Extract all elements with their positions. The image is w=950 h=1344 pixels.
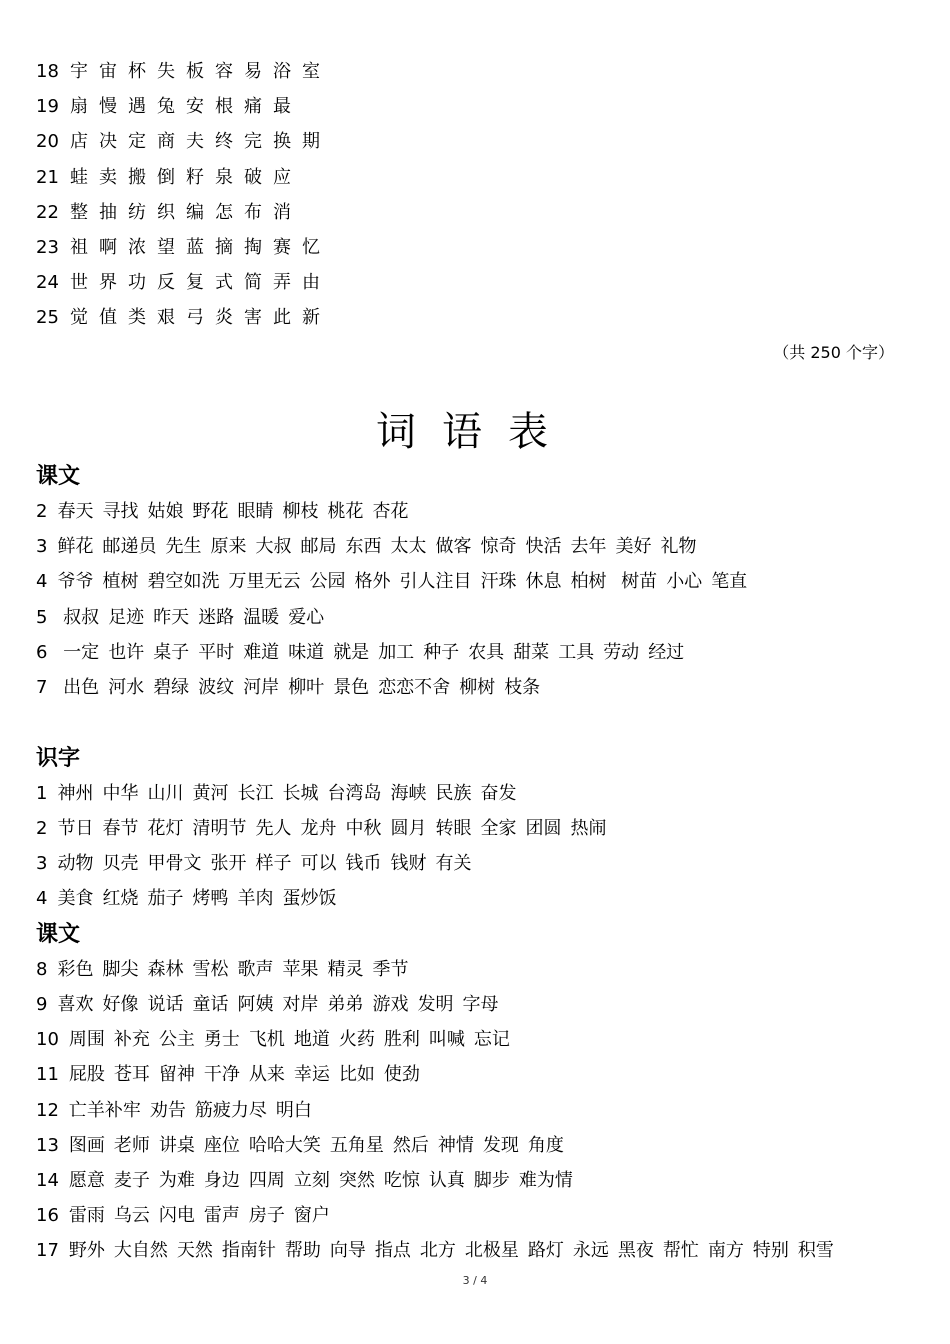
vocab-word: 景色 bbox=[333, 677, 370, 698]
vocab-word: 窗户 bbox=[293, 1205, 330, 1226]
vocab-word: 发明 bbox=[417, 994, 454, 1015]
vocab-word: 味道 bbox=[288, 642, 325, 663]
row-characters: 祖啊浓望蓝摘掏赛忆 bbox=[70, 237, 331, 258]
vocab-word: 茄子 bbox=[147, 888, 184, 909]
char-row bbox=[36, 236, 331, 260]
vocab-word: 难道 bbox=[243, 642, 280, 663]
vocab-word: 森林 bbox=[147, 959, 184, 980]
vocab-word: 海峡 bbox=[390, 783, 427, 804]
vocab-word: 杏花 bbox=[372, 501, 409, 522]
vocab-word: 黄河 bbox=[192, 783, 229, 804]
vocab-word: 指南针 bbox=[221, 1240, 276, 1261]
vocab-word: 苹果 bbox=[282, 959, 319, 980]
vocab-word: 河岸 bbox=[243, 677, 280, 698]
vocab-word: 劝告 bbox=[149, 1100, 186, 1121]
word-row bbox=[36, 1134, 573, 1158]
vocab-word: 钱财 bbox=[390, 853, 427, 874]
vocab-word: 柏树 bbox=[570, 571, 607, 592]
char-row bbox=[36, 306, 331, 330]
character-total-note: （共 250 个字） bbox=[773, 343, 894, 362]
vocab-word: 工具 bbox=[558, 642, 595, 663]
vocab-word: 经过 bbox=[648, 642, 685, 663]
vocab-word: 帮助 bbox=[284, 1240, 321, 1261]
vocab-word: 圆月 bbox=[390, 818, 427, 839]
vocab-word: 雷雨 bbox=[68, 1205, 105, 1226]
vocab-word: 认真 bbox=[428, 1170, 465, 1191]
lesson-number: 5 bbox=[36, 607, 48, 628]
lesson-number: 6 bbox=[36, 642, 48, 663]
vocab-word: 公园 bbox=[309, 571, 346, 592]
vocab-word: 从来 bbox=[248, 1064, 285, 1085]
vocab-word: 柳叶 bbox=[288, 677, 325, 698]
vocab-word: 眼睛 bbox=[237, 501, 274, 522]
vocab-word: 姑娘 bbox=[147, 501, 184, 522]
vocab-word: 身边 bbox=[203, 1170, 240, 1191]
page-title: 词语表 bbox=[376, 409, 574, 455]
vocab-word: 公主 bbox=[158, 1029, 195, 1050]
word-row bbox=[36, 782, 525, 806]
vocab-word: 快活 bbox=[525, 536, 562, 557]
vocab-word: 筋疲力尽 bbox=[194, 1100, 267, 1121]
vocab-word: 加工 bbox=[378, 642, 415, 663]
vocab-word: 神情 bbox=[437, 1135, 474, 1156]
vocab-word: 甲骨文 bbox=[147, 853, 202, 874]
vocab-word: 然后 bbox=[392, 1135, 429, 1156]
vocab-word: 雪松 bbox=[192, 959, 229, 980]
lesson-number: 8 bbox=[36, 959, 48, 980]
vocab-word: 发现 bbox=[482, 1135, 519, 1156]
vocab-word: 老师 bbox=[113, 1135, 150, 1156]
vocab-word: 明白 bbox=[275, 1100, 312, 1121]
vocab-word: 引人注目 bbox=[399, 571, 472, 592]
lesson-number: 7 bbox=[36, 677, 48, 698]
vocab-word: 忘记 bbox=[473, 1029, 510, 1050]
vocab-word: 张开 bbox=[210, 853, 247, 874]
vocab-word: 休息 bbox=[525, 571, 562, 592]
char-row bbox=[36, 271, 331, 295]
char-row bbox=[36, 60, 331, 84]
word-row bbox=[36, 958, 417, 982]
vocab-word: 脚步 bbox=[473, 1170, 510, 1191]
vocab-word: 突然 bbox=[338, 1170, 375, 1191]
vocab-word: 中华 bbox=[102, 783, 139, 804]
vocab-word: 温暖 bbox=[243, 607, 280, 628]
lesson-number: 9 bbox=[36, 994, 48, 1015]
vocab-word: 神州 bbox=[57, 783, 94, 804]
vocab-word: 桌子 bbox=[153, 642, 190, 663]
vocab-word: 爷爷 bbox=[57, 571, 94, 592]
vocab-word: 火药 bbox=[338, 1029, 375, 1050]
vocab-word: 羊肉 bbox=[237, 888, 274, 909]
vocab-word: 一定 bbox=[57, 642, 100, 663]
vocab-word: 种子 bbox=[423, 642, 460, 663]
vocab-word: 补充 bbox=[113, 1029, 150, 1050]
vocab-word: 出色 bbox=[57, 677, 100, 698]
vocab-word: 龙舟 bbox=[300, 818, 337, 839]
vocab-word: 惊奇 bbox=[480, 536, 517, 557]
vocab-word: 讲桌 bbox=[158, 1135, 195, 1156]
vocab-word: 春节 bbox=[102, 818, 139, 839]
vocab-word: 五角星 bbox=[329, 1135, 384, 1156]
char-row bbox=[36, 130, 331, 154]
vocab-word: 样子 bbox=[255, 853, 292, 874]
lesson-number: 4 bbox=[36, 888, 48, 909]
word-row bbox=[36, 1099, 321, 1123]
vocab-word: 节日 bbox=[57, 818, 94, 839]
lesson-number: 2 bbox=[36, 818, 48, 839]
row-characters: 扇慢遇兔安根痛最 bbox=[70, 96, 302, 117]
vocab-word: 民族 bbox=[435, 783, 472, 804]
lesson-number: 12 bbox=[36, 1100, 59, 1121]
word-row bbox=[36, 676, 549, 700]
word-row bbox=[36, 570, 756, 594]
row-number: 24 bbox=[36, 272, 59, 293]
vocab-word: 清明节 bbox=[192, 818, 247, 839]
vocab-word: 柳枝 bbox=[282, 501, 319, 522]
vocab-word: 美好 bbox=[615, 536, 652, 557]
char-row bbox=[36, 201, 302, 225]
vocab-word: 黑夜 bbox=[617, 1240, 654, 1261]
vocab-word: 立刻 bbox=[293, 1170, 330, 1191]
vocab-word: 寻找 bbox=[102, 501, 139, 522]
word-row bbox=[36, 1204, 339, 1228]
lesson-number: 4 bbox=[36, 571, 48, 592]
word-row bbox=[36, 1169, 582, 1193]
vocab-word: 图画 bbox=[68, 1135, 105, 1156]
vocab-word: 野外 bbox=[68, 1240, 105, 1261]
vocab-word: 太太 bbox=[390, 536, 427, 557]
vocab-word: 吃惊 bbox=[383, 1170, 420, 1191]
vocab-word: 笔直 bbox=[711, 571, 748, 592]
vocab-word: 枝条 bbox=[504, 677, 541, 698]
vocab-word: 字母 bbox=[462, 994, 499, 1015]
vocab-word: 树苗 bbox=[615, 571, 658, 592]
vocab-word: 哈哈大笑 bbox=[248, 1135, 321, 1156]
vocab-word: 鲜花 bbox=[57, 536, 94, 557]
vocab-word: 帮忙 bbox=[662, 1240, 699, 1261]
vocab-word: 四周 bbox=[248, 1170, 285, 1191]
vocab-word: 钱币 bbox=[345, 853, 382, 874]
vocab-word: 大自然 bbox=[113, 1240, 168, 1261]
vocab-word: 碧空如洗 bbox=[147, 571, 220, 592]
vocab-word: 脚尖 bbox=[102, 959, 139, 980]
vocab-word: 童话 bbox=[192, 994, 229, 1015]
word-row bbox=[36, 887, 345, 911]
vocab-word: 地道 bbox=[293, 1029, 330, 1050]
lesson-number: 3 bbox=[36, 536, 48, 557]
vocab-word: 波纹 bbox=[198, 677, 235, 698]
word-row bbox=[36, 641, 693, 665]
lesson-number: 11 bbox=[36, 1064, 59, 1085]
vocab-word: 汗珠 bbox=[480, 571, 517, 592]
vocab-word: 也许 bbox=[108, 642, 145, 663]
vocab-word: 南方 bbox=[707, 1240, 744, 1261]
vocab-word: 特别 bbox=[752, 1240, 789, 1261]
vocab-word: 台湾岛 bbox=[327, 783, 382, 804]
vocab-word: 礼物 bbox=[660, 536, 697, 557]
vocab-word: 植树 bbox=[102, 571, 139, 592]
vocab-word: 桃花 bbox=[327, 501, 364, 522]
vocab-word: 全家 bbox=[480, 818, 517, 839]
vocab-word: 中秋 bbox=[345, 818, 382, 839]
vocab-word: 季节 bbox=[372, 959, 409, 980]
vocab-word: 飞机 bbox=[248, 1029, 285, 1050]
word-row bbox=[36, 817, 615, 841]
vocab-word: 说话 bbox=[147, 994, 184, 1015]
row-characters: 世界功反复式简弄由 bbox=[70, 272, 331, 293]
vocab-word: 东西 bbox=[345, 536, 382, 557]
vocab-word: 美食 bbox=[57, 888, 94, 909]
vocab-word: 蛋炒饭 bbox=[282, 888, 337, 909]
vocab-word: 恋恋不舍 bbox=[378, 677, 451, 698]
vocab-word: 永远 bbox=[572, 1240, 609, 1261]
row-number: 19 bbox=[36, 96, 59, 117]
vocab-word: 叔叔 bbox=[57, 607, 100, 628]
vocab-word: 幸运 bbox=[293, 1064, 330, 1085]
word-row bbox=[36, 993, 507, 1017]
section-heading: 识字 bbox=[36, 746, 81, 771]
lesson-number: 17 bbox=[36, 1240, 59, 1261]
vocab-word: 歌声 bbox=[237, 959, 274, 980]
vocab-word: 河水 bbox=[108, 677, 145, 698]
vocab-word: 彩色 bbox=[57, 959, 94, 980]
row-characters: 整抽纺织编怎布消 bbox=[70, 202, 302, 223]
lesson-number: 1 bbox=[36, 783, 48, 804]
section-heading: 课文 bbox=[36, 922, 81, 947]
page-number: 3 / 4 bbox=[462, 1274, 488, 1287]
vocab-word: 房子 bbox=[248, 1205, 285, 1226]
vocab-word: 阿姨 bbox=[237, 994, 274, 1015]
word-row bbox=[36, 1028, 519, 1052]
vocab-word: 乌云 bbox=[113, 1205, 150, 1226]
lesson-number: 14 bbox=[36, 1170, 59, 1191]
vocab-word: 农具 bbox=[468, 642, 505, 663]
row-characters: 蛙卖搬倒籽泉破应 bbox=[70, 167, 302, 188]
vocab-word: 有关 bbox=[435, 853, 472, 874]
word-row bbox=[36, 1063, 429, 1087]
vocab-word: 长城 bbox=[282, 783, 319, 804]
row-number: 22 bbox=[36, 202, 59, 223]
row-number: 18 bbox=[36, 61, 59, 82]
vocab-word: 路灯 bbox=[527, 1240, 564, 1261]
vocab-word: 可以 bbox=[300, 853, 337, 874]
vocab-word: 苍耳 bbox=[113, 1064, 150, 1085]
vocab-word: 北方 bbox=[419, 1240, 456, 1261]
section-heading: 课文 bbox=[36, 464, 81, 489]
vocab-word: 爱心 bbox=[288, 607, 325, 628]
vocab-word: 平时 bbox=[198, 642, 235, 663]
vocab-word: 对岸 bbox=[282, 994, 319, 1015]
row-characters: 店决定商夫终完换期 bbox=[70, 131, 331, 152]
char-row bbox=[36, 95, 302, 119]
vocab-word: 闪电 bbox=[158, 1205, 195, 1226]
char-row bbox=[36, 166, 302, 190]
row-number: 23 bbox=[36, 237, 59, 258]
vocab-word: 使劲 bbox=[383, 1064, 420, 1085]
lesson-number: 16 bbox=[36, 1205, 59, 1226]
vocab-word: 周围 bbox=[68, 1029, 105, 1050]
vocab-word: 先人 bbox=[255, 818, 292, 839]
vocab-word: 团圆 bbox=[525, 818, 562, 839]
vocab-word: 好像 bbox=[102, 994, 139, 1015]
vocab-word: 红烧 bbox=[102, 888, 139, 909]
vocab-word: 叫喊 bbox=[428, 1029, 465, 1050]
vocab-word: 勇士 bbox=[203, 1029, 240, 1050]
vocab-word: 热闹 bbox=[570, 818, 607, 839]
vocab-word: 为难 bbox=[158, 1170, 195, 1191]
lesson-number: 2 bbox=[36, 501, 48, 522]
vocab-word: 烤鸭 bbox=[192, 888, 229, 909]
vocab-word: 碧绿 bbox=[153, 677, 190, 698]
vocab-word: 做客 bbox=[435, 536, 472, 557]
vocab-word: 麦子 bbox=[113, 1170, 150, 1191]
vocab-word: 座位 bbox=[203, 1135, 240, 1156]
vocab-word: 动物 bbox=[57, 853, 94, 874]
vocab-word: 春天 bbox=[57, 501, 94, 522]
vocab-word: 贝壳 bbox=[102, 853, 139, 874]
row-characters: 宇宙杯失板容易浴室 bbox=[70, 61, 331, 82]
vocab-word: 甜菜 bbox=[513, 642, 550, 663]
vocab-word: 劳动 bbox=[603, 642, 640, 663]
vocab-word: 留神 bbox=[158, 1064, 195, 1085]
row-number: 25 bbox=[36, 307, 59, 328]
vocab-word: 花灯 bbox=[147, 818, 184, 839]
vocab-word: 万里无云 bbox=[228, 571, 301, 592]
lesson-number: 3 bbox=[36, 853, 48, 874]
row-number: 21 bbox=[36, 167, 59, 188]
vocab-word: 转眼 bbox=[435, 818, 472, 839]
vocab-word: 喜欢 bbox=[57, 994, 94, 1015]
word-row bbox=[36, 852, 480, 876]
vocab-word: 指点 bbox=[374, 1240, 411, 1261]
vocab-word: 格外 bbox=[354, 571, 391, 592]
word-row bbox=[36, 535, 705, 559]
vocab-word: 弟弟 bbox=[327, 994, 364, 1015]
vocab-word: 去年 bbox=[570, 536, 607, 557]
vocab-word: 就是 bbox=[333, 642, 370, 663]
vocab-word: 奋发 bbox=[480, 783, 517, 804]
vocab-word: 大叔 bbox=[255, 536, 292, 557]
vocab-word: 难为情 bbox=[518, 1170, 573, 1191]
row-number: 20 bbox=[36, 131, 59, 152]
vocab-word: 游戏 bbox=[372, 994, 409, 1015]
vocab-word: 原来 bbox=[210, 536, 247, 557]
vocab-word: 雷声 bbox=[203, 1205, 240, 1226]
vocab-word: 精灵 bbox=[327, 959, 364, 980]
vocab-word: 干净 bbox=[203, 1064, 240, 1085]
vocab-word: 向导 bbox=[329, 1240, 366, 1261]
vocab-word: 胜利 bbox=[383, 1029, 420, 1050]
vocab-word: 天然 bbox=[176, 1240, 213, 1261]
vocab-word: 野花 bbox=[192, 501, 229, 522]
vocab-word: 比如 bbox=[338, 1064, 375, 1085]
vocab-word: 小心 bbox=[666, 571, 703, 592]
vocab-word: 昨天 bbox=[153, 607, 190, 628]
row-characters: 觉值类艰弓炎害此新 bbox=[70, 307, 331, 328]
vocab-word: 足迹 bbox=[108, 607, 145, 628]
lesson-number: 13 bbox=[36, 1135, 59, 1156]
word-row bbox=[36, 1239, 843, 1263]
vocab-word: 长江 bbox=[237, 783, 274, 804]
vocab-word: 屁股 bbox=[68, 1064, 105, 1085]
vocab-word: 柳树 bbox=[459, 677, 496, 698]
vocab-word: 愿意 bbox=[68, 1170, 105, 1191]
vocab-word: 北极星 bbox=[464, 1240, 519, 1261]
vocab-word: 邮递员 bbox=[102, 536, 157, 557]
vocab-word: 山川 bbox=[147, 783, 184, 804]
vocab-word: 积雪 bbox=[797, 1240, 834, 1261]
word-row bbox=[36, 500, 417, 524]
vocab-word: 邮局 bbox=[300, 536, 337, 557]
word-row bbox=[36, 606, 333, 630]
vocab-word: 亡羊补牢 bbox=[68, 1100, 141, 1121]
lesson-number: 10 bbox=[36, 1029, 59, 1050]
vocab-word: 角度 bbox=[527, 1135, 564, 1156]
vocab-word: 先生 bbox=[165, 536, 202, 557]
vocab-word: 迷路 bbox=[198, 607, 235, 628]
